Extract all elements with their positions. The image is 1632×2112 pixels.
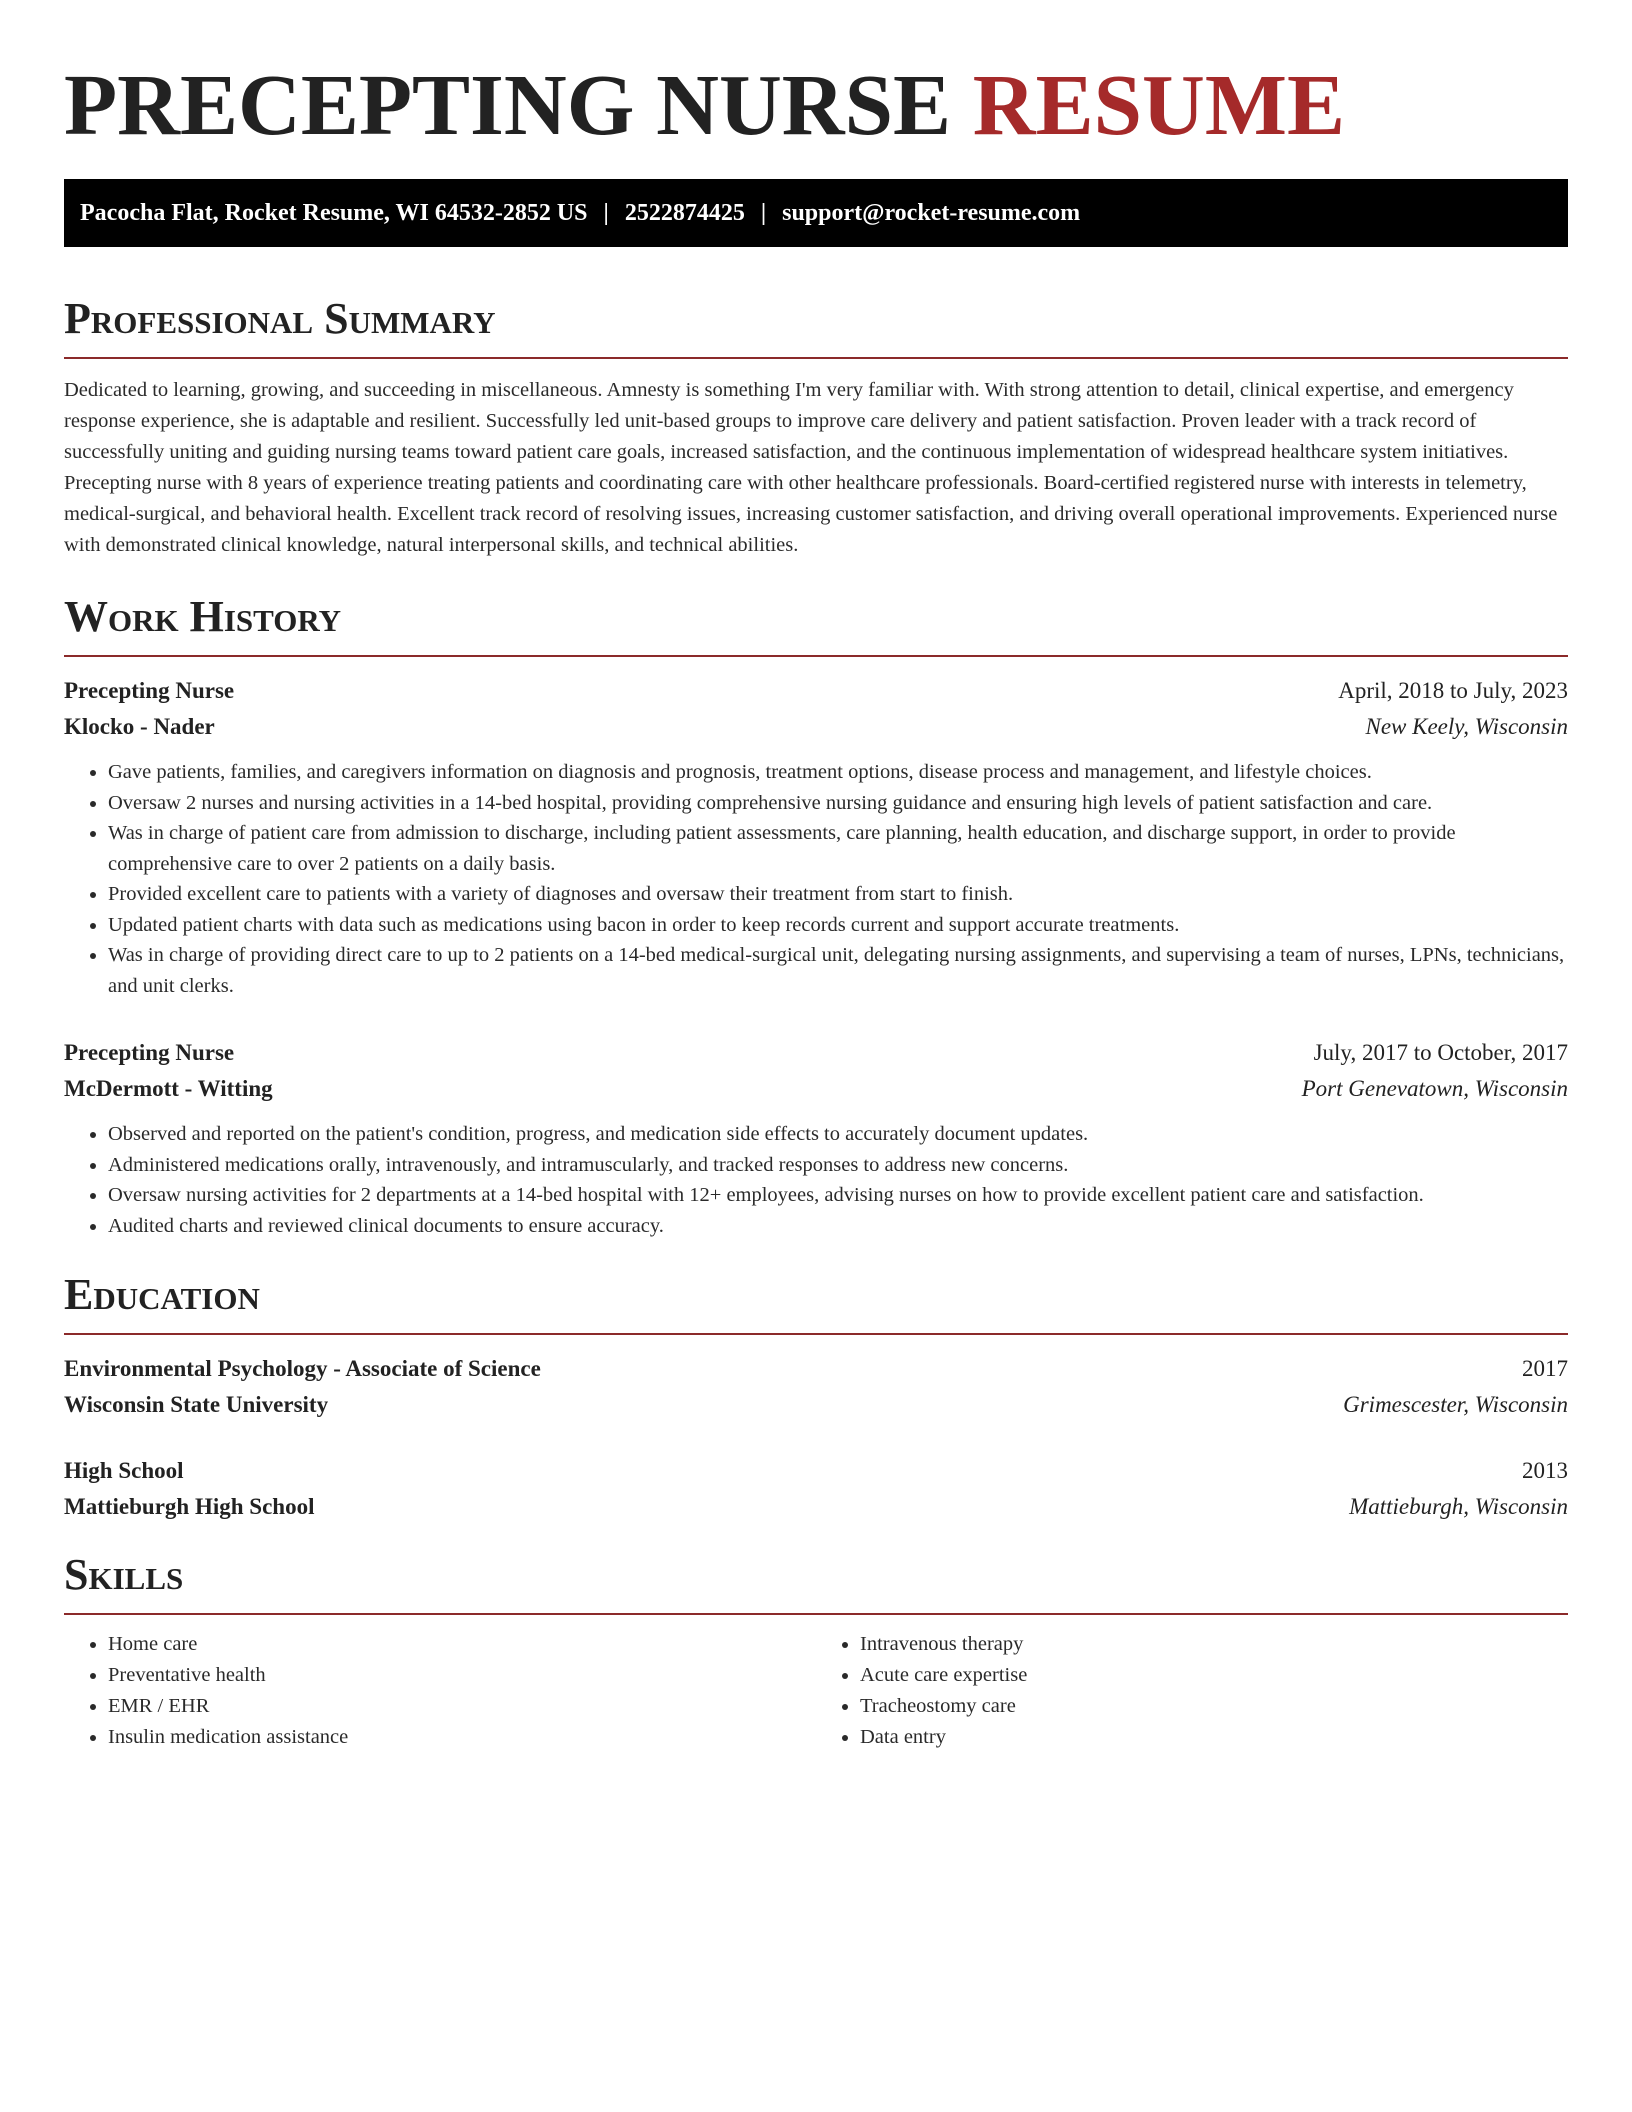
school-row xyxy=(64,1387,1568,1423)
contact-phone[interactable]: 2522874425 xyxy=(624,199,745,226)
degree: High School xyxy=(64,1458,184,1483)
skills-column-left xyxy=(64,1629,816,1753)
skills-heading: Skills xyxy=(64,1550,184,1599)
list-item: • Was in charge of providing direct care to up to 2 patients on a 14-bed medical-surgical unit, delegating nursing assignments, and supervising a team of nurses, LPNs, technicians, and unit clerks. xyxy=(108,940,1568,1001)
list-item: • Oversaw 2 nurses and nursing activities in a 14-bed hospital, providing comprehensive nursing guidance and ensuring high levels of patient satisfaction and care. xyxy=(108,788,1568,819)
degree-row xyxy=(64,1453,1568,1489)
skills-column-right xyxy=(816,1629,1568,1753)
list-item: • Observed and reported on the patient's condition, progress, and medication side effects to accurately document updates. xyxy=(108,1119,1568,1150)
contact-address: Pacocha Flat, Rocket Resume, WI 64532-2852 US xyxy=(80,199,588,226)
list-item: • Gave patients, families, and caregivers information on diagnosis and prognosis, treatment options, disease process and management, and lifestyle choices. xyxy=(108,757,1568,788)
job-title: Precepting Nurse xyxy=(64,1040,235,1065)
school-name: Wisconsin State University xyxy=(64,1392,329,1417)
skill-item: • Preventative health xyxy=(108,1660,816,1691)
job-entry xyxy=(64,1035,1568,1241)
degree: Environmental Psychology - Associate of Science xyxy=(64,1356,541,1381)
summary-heading: Professional Summary xyxy=(64,294,496,343)
summary-section xyxy=(64,291,1568,561)
section-divider xyxy=(64,1333,1568,1335)
job-duties xyxy=(64,757,1568,1001)
job-title-row xyxy=(64,1035,1568,1071)
graduation-year: 2013 xyxy=(1522,1458,1568,1483)
school-name: Mattieburgh High School xyxy=(64,1494,315,1519)
summary-text: Dedicated to learning, growing, and succeeding in miscellaneous. Amnesty is something I'm very familiar with. With strong attention to detail, clinical expertise, and emergency response experience, she is adaptable and resilient. Successfully led unit-based groups to improve care delivery and patient satisfaction. Proven leader with a track record of successfully uniting and guiding nursing teams toward patient care goals, increased satisfaction, and the continuous implementation of widespread healthcare system initiatives. Precepting nurse with 8 years of experience treating patients and coordinating care with other healthcare professionals. Board-certified registered nurse with interests in telemetry, medical-surgical, and behavioral health. Excellent track record of resolving issues, increasing customer satisfaction, and driving overall operational improvements. Experienced nurse with demonstrated clinical knowledge, natural interpersonal skills, and technical abilities. xyxy=(64,379,1558,556)
section-divider xyxy=(64,1613,1568,1615)
contact-email[interactable]: support@rocket-resume.com xyxy=(782,199,1081,226)
list-item: • Administered medications orally, intravenously, and intramuscularly, and tracked responses to address new concerns. xyxy=(108,1150,1568,1181)
job-location: Port Genevatown, Wisconsin xyxy=(1301,1076,1568,1101)
skills-section xyxy=(64,1547,1568,1753)
degree-row xyxy=(64,1351,1568,1387)
section-divider xyxy=(64,655,1568,657)
school-location: Grimescester, Wisconsin xyxy=(1343,1392,1568,1417)
education-heading: Education xyxy=(64,1270,260,1319)
skill-item: • Acute care expertise xyxy=(860,1660,1568,1691)
education-section xyxy=(64,1267,1568,1525)
job-title: Precepting Nurse xyxy=(64,678,235,703)
skill-item: • Intravenous therapy xyxy=(860,1629,1568,1660)
list-item: • Oversaw nursing activities for 2 departments at a 14-bed hospital with 12+ employees, advising nurses on how to provide excellent patient care and satisfaction. xyxy=(108,1180,1568,1211)
skill-item: • Insulin medication assistance xyxy=(108,1722,816,1753)
job-location: New Keely, Wisconsin xyxy=(1365,714,1568,739)
school-row xyxy=(64,1489,1568,1525)
work-history-heading: Work History xyxy=(64,592,342,641)
job-company-row xyxy=(64,1071,1568,1107)
skills-grid xyxy=(64,1629,1568,1753)
title-main: PRECEPTING NURSE xyxy=(64,56,952,153)
list-item: • Was in charge of patient care from admission to discharge, including patient assessments, care planning, health education, and discharge support, in order to provide comprehensive care to over 2 patients on a daily basis. xyxy=(108,818,1568,879)
job-duties xyxy=(64,1119,1568,1241)
job-title-row xyxy=(64,673,1568,709)
job-company-row xyxy=(64,709,1568,745)
education-entry xyxy=(64,1453,1568,1525)
list-item: • Updated patient charts with data such as medications using bacon in order to keep records current and support accurate treatments. xyxy=(108,910,1568,941)
contact-separator: | xyxy=(760,199,767,226)
skill-item: • Data entry xyxy=(860,1722,1568,1753)
skill-item: • EMR / EHR xyxy=(108,1691,816,1722)
job-entry xyxy=(64,673,1568,1001)
list-item: • Audited charts and reviewed clinical documents to ensure accuracy. xyxy=(108,1211,1568,1242)
work-history-section xyxy=(64,589,1568,1241)
skill-item: • Tracheostomy care xyxy=(860,1691,1568,1722)
contact-separator: | xyxy=(603,199,609,226)
resume-title xyxy=(64,48,1568,162)
education-entry xyxy=(64,1351,1568,1423)
graduation-year: 2017 xyxy=(1522,1356,1568,1381)
skill-item: • Home care xyxy=(108,1629,816,1660)
job-company: McDermott - Witting xyxy=(64,1076,273,1101)
list-item: • Provided excellent care to patients with a variety of diagnoses and oversaw their treatment from start to finish. xyxy=(108,879,1568,910)
contact-bar xyxy=(64,179,1568,247)
title-accent: RESUME xyxy=(972,56,1346,153)
section-divider xyxy=(64,357,1568,359)
job-company: Klocko - Nader xyxy=(64,714,215,739)
school-location: Mattieburgh, Wisconsin xyxy=(1349,1494,1568,1519)
job-dates: July, 2017 to October, 2017 xyxy=(1313,1040,1568,1065)
job-dates: April, 2018 to July, 2023 xyxy=(1338,678,1568,703)
